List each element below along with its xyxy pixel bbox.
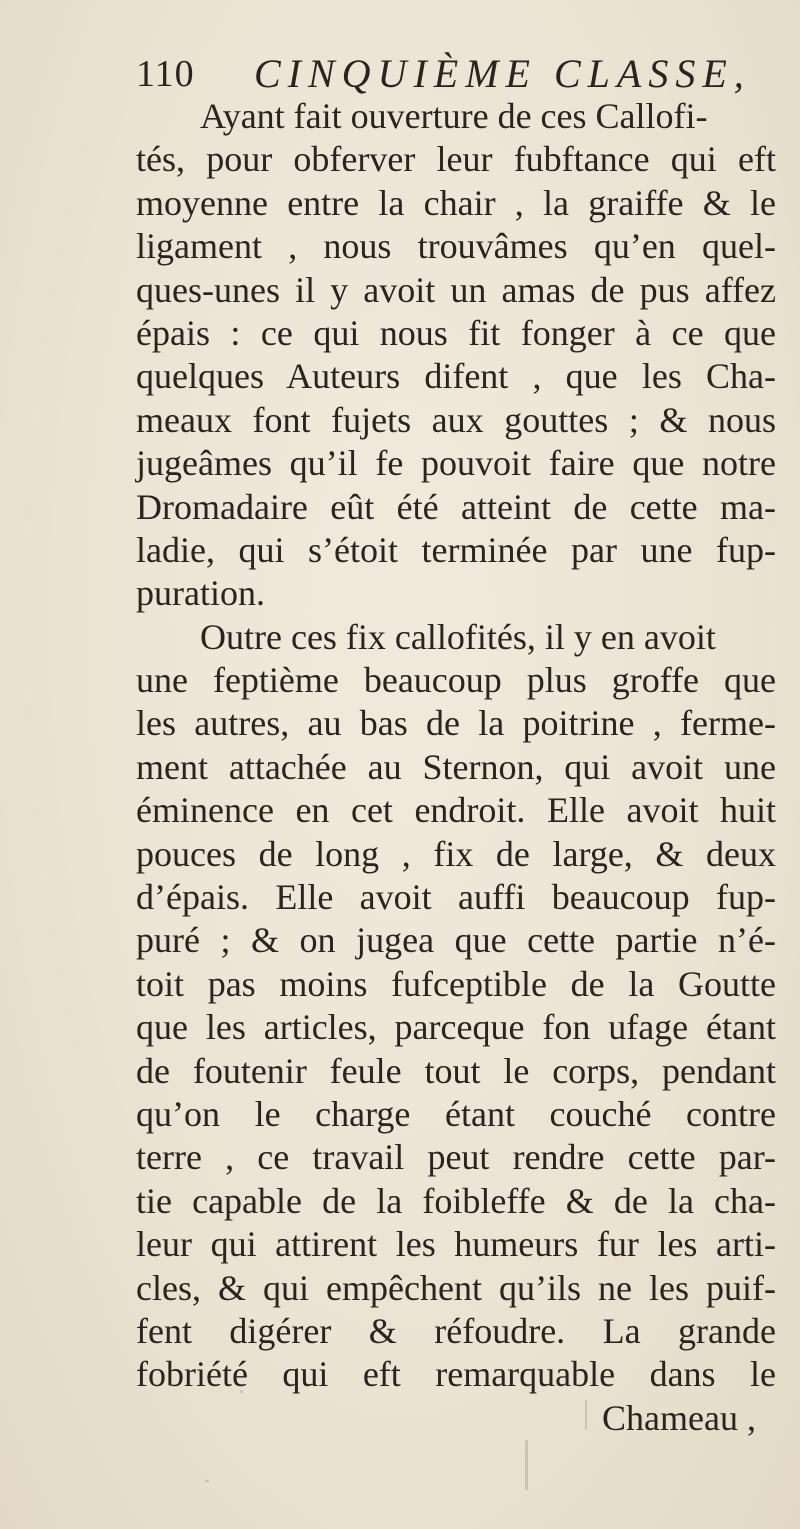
text-line: d’épais. Elle avoit auffi beaucoup fup-	[136, 877, 776, 918]
text-line: ladie, qui s’étoit terminée par une fup-	[136, 529, 776, 570]
text-line: ques-unes il y avoit un amas de pus affez	[136, 269, 776, 310]
text-line: leur qui attirent les humeurs fur les arti-	[136, 1224, 776, 1265]
text-line: moyenne entre la chair , la graiffe & le	[136, 182, 776, 223]
text-line: Dromadaire eût été atteint de cette ma-	[136, 486, 776, 527]
page-number: 110	[136, 53, 195, 95]
text-line: que les articles, parceque fon ufage étant	[136, 1007, 776, 1048]
paper-speck	[585, 1400, 587, 1430]
text-line: pouces de long , fix de large, & deux	[136, 833, 776, 874]
text-line: fobriété qui eft remarquable dans le	[136, 1354, 776, 1395]
paper-speck	[205, 1480, 209, 1482]
text-line: jugeâmes qu’il fe pouvoit faire que notre	[136, 443, 776, 484]
text-line: puré ; & on jugea que cette partie n’é-	[136, 920, 776, 961]
text-line: terre , ce travail peut rendre cette par-	[136, 1137, 776, 1178]
text-line: fent digérer & réfoudre. La grande	[136, 1310, 776, 1351]
text-line: les autres, au bas de la poitrine , ferme-	[136, 703, 776, 744]
text-line: ligament , nous trouvâmes qu’en quel-	[136, 226, 776, 267]
text-line: éminence en cet endroit. Elle avoit huit	[136, 790, 776, 831]
text-line: Ayant fait ouverture de ces Callofi-	[200, 96, 708, 136]
text-line: cles, & qui empêchent qu’ils ne les puif-	[136, 1267, 776, 1308]
text-line: quelques Auteurs difent , que les Cha-	[136, 356, 776, 397]
text-line: toit pas moins fufceptible de la Goutte	[136, 963, 776, 1004]
text-line: tie capable de la foibleffe & de la cha-	[136, 1180, 776, 1221]
page-header	[136, 50, 776, 98]
text-line: une feptième beaucoup plus groffe que	[136, 660, 776, 701]
text-line: ment attachée au Sternon, qui avoit une	[136, 746, 776, 787]
running-title: CINQUIÈME CLASSE,	[254, 51, 751, 96]
text-line: de foutenir feule tout le corps, pendant	[136, 1050, 776, 1091]
text-line: Outre ces fix callofités, il y en avoit	[200, 616, 716, 657]
text-line: Chameau ,	[602, 1397, 756, 1438]
body-text	[136, 95, 776, 1440]
text-line: tés, pour obferver leur fubftance qui eft	[136, 139, 776, 180]
text-line: meaux font fujets aux gouttes ; & nous	[136, 399, 776, 440]
paper-speck	[525, 1440, 528, 1490]
paper-speck	[240, 1390, 243, 1393]
text-line: puration.	[136, 573, 265, 614]
text-line: épais : ce qui nous fit fonger à ce que	[136, 312, 776, 353]
text-line: qu’on le charge étant couché contre	[136, 1093, 776, 1134]
